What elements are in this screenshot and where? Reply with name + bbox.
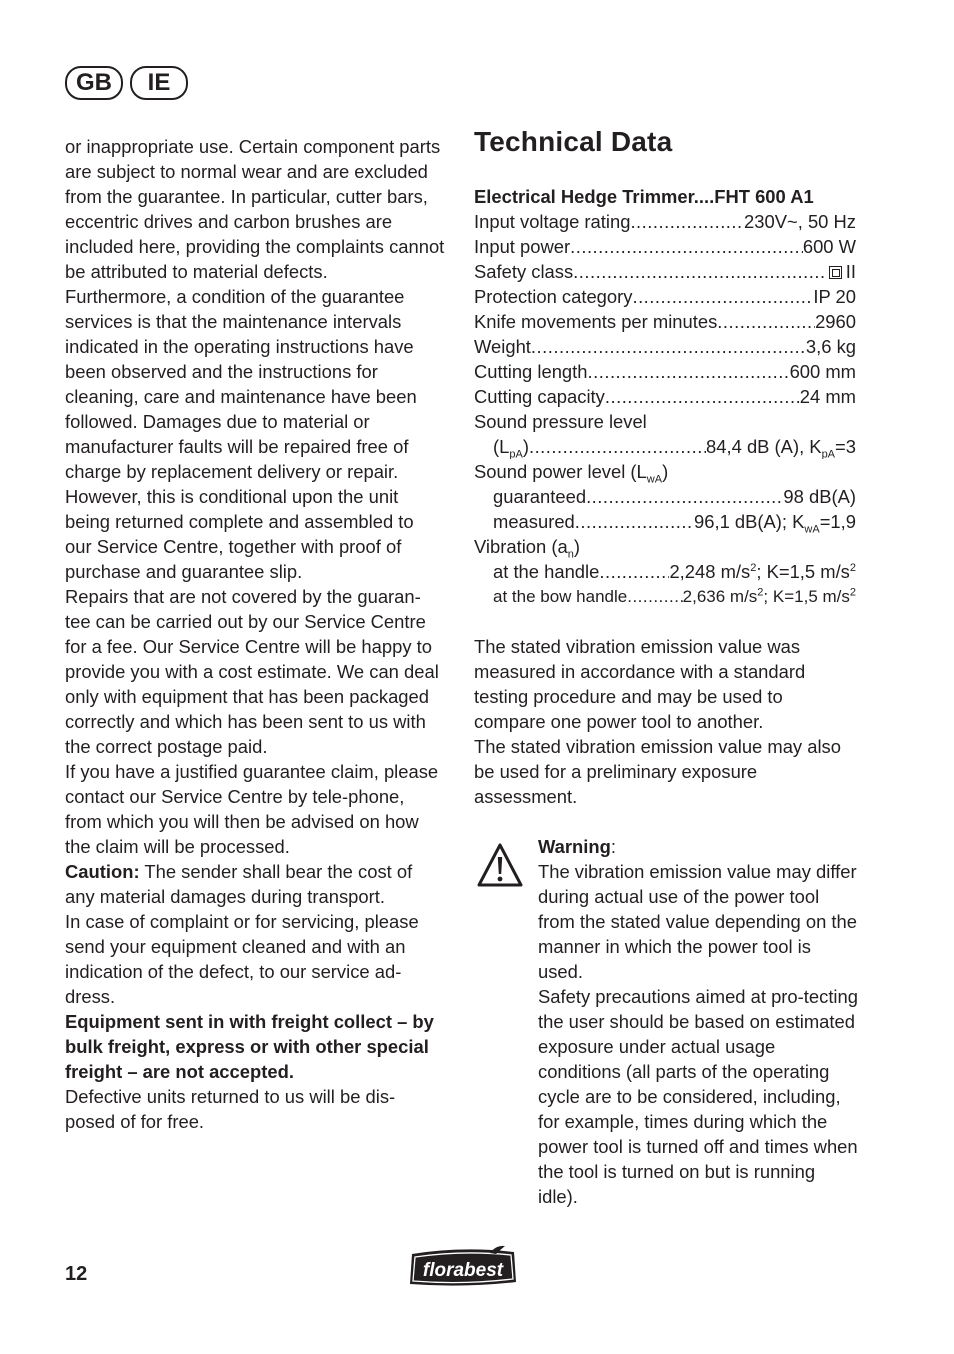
caution-label: Caution:: [65, 861, 140, 882]
guarantee-paragraph: In case of complaint or for servicing, please send your equipment cleaned and with an indication of the defect, to our service ad-dress.: [65, 911, 419, 1007]
guarantee-paragraph: Defective units returned to us will be dis-posed of for free.: [65, 1086, 396, 1132]
spec-row-voltage: Input voltage rating ..... 230V~, 50 Hz: [474, 209, 856, 234]
technical-data-heading: Technical Data: [474, 126, 673, 157]
protection-class-ii-icon: [829, 266, 842, 279]
svg-text:florabest: florabest: [422, 1260, 504, 1281]
spec-table: [474, 184, 856, 609]
spec-row-capacity: Cutting capacity ..... 24 mm: [474, 384, 856, 409]
spec-row-vibration-label: Vibration $(a_n)$: [474, 536, 580, 559]
spec-row-sound-pressure-label: Sound pressure level: [474, 411, 647, 432]
warning-triangle-icon: [476, 842, 524, 888]
spec-row-bow-handle: at the bow handle ..... 2,636 $m/s^2$; K=1,5 $m/s^2$: [474, 584, 856, 609]
spec-row-safety-class: Safety class ..... II: [474, 259, 856, 284]
warning-heading: Warning:: [538, 836, 616, 857]
spec-row-handle: at the handle ..... 2,248 $m/s^2$; K=1,5 $m/s^2$: [474, 559, 856, 584]
vibration-paragraph: The stated vibration emission value was measured in accordance with a standard testing procedure and may be used to compare one power tool to another.: [474, 636, 806, 732]
guarantee-paragraph: Repairs that are not covered by the guaran-tee can be carried out by our Service Centre for a fee. Our Service Centre will be happy to provide you with a cost estimate. We can deal only with equipment that has been packaged correctly and which has been sent to us with the correct postage paid.: [65, 586, 439, 757]
spec-row-measured: measured ..... 96,1 dB(A); $K_{wA}=1,9$: [474, 509, 856, 534]
caution-text: The sender shall bear the cost of any material damages during transport.: [65, 861, 413, 907]
warning-block: [538, 834, 858, 1209]
spec-row-knife: Knife movements per minutes ..... 2960: [474, 309, 856, 334]
spec-row-weight: Weight ..... 3,6 kg: [474, 334, 856, 359]
page-number: 12: [65, 1263, 88, 1285]
freight-notice: Equipment sent in with freight collect – by bulk freight, express or with other special freight – are not accepted.: [65, 1011, 434, 1082]
spec-row-guaranteed: guaranteed ..... 98 dB(A): [474, 484, 856, 509]
vibration-info-text: [474, 634, 856, 809]
warning-paragraph: Safety precautions aimed at pro-tecting the user should be based on estimated exposure under actual usage conditions (all parts of the operating cycle are to be considered, including, for example, times during which the power tool is turned off and times when the tool is turned on but is running idle).: [538, 986, 858, 1207]
spec-row-protection: Protection category ..... IP 20: [474, 284, 856, 309]
spec-row-power: Input power ..... 600 W: [474, 234, 856, 259]
guarantee-paragraph: Furthermore, a condition of the guarantee services is that the maintenance intervals indicated in the operating instructions have been observed and the instructions for cleaning, care and maintenance have been followed. Damages due to material or manufacturer faults will be repaired free of charge by replacement delivery or repair. However, this is conditional upon the unit being returned complete and assembled to our Service Centre, together with proof of purchase and guarantee slip.: [65, 286, 417, 582]
spec-row-sound-power-label: Sound power level $(L_{wA})$: [474, 461, 669, 484]
warning-paragraph: The vibration emission value may differ during actual use of the power tool from the stated value depending on the manner in which the power tool is used.: [538, 861, 857, 982]
lang-badge-gb: GB: [65, 66, 123, 100]
florabest-logo: [406, 1244, 520, 1290]
spec-row-sound-pressure: $(L_{pA})$ ..... 84,4 dB (A), $K_{pA}=3$: [474, 434, 856, 459]
spec-row-length: Cutting length ..... 600 mm: [474, 359, 856, 384]
caution-paragraph: [65, 859, 445, 909]
guarantee-paragraph: If you have a justified guarantee claim, please contact our Service Centre by tele-phone, from which you will then be advised on how the claim will be processed.: [65, 761, 439, 857]
guarantee-paragraph: or inappropriate use. Certain component parts are subject to normal wear and are excluded from the guarantee. In particular, cutter bars, eccentric drives and carbon brushes are included here, providing the complaints cannot be attributed to material defects.: [65, 136, 445, 282]
guarantee-text-column: [65, 134, 445, 1134]
lang-badge-ie: IE: [130, 66, 188, 100]
spec-row-product: Electrical Hedge Trimmer.... FHT 600 A1: [474, 186, 814, 207]
vibration-paragraph: The stated vibration emission value may also be used for a preliminary exposure assessment.: [474, 736, 841, 807]
